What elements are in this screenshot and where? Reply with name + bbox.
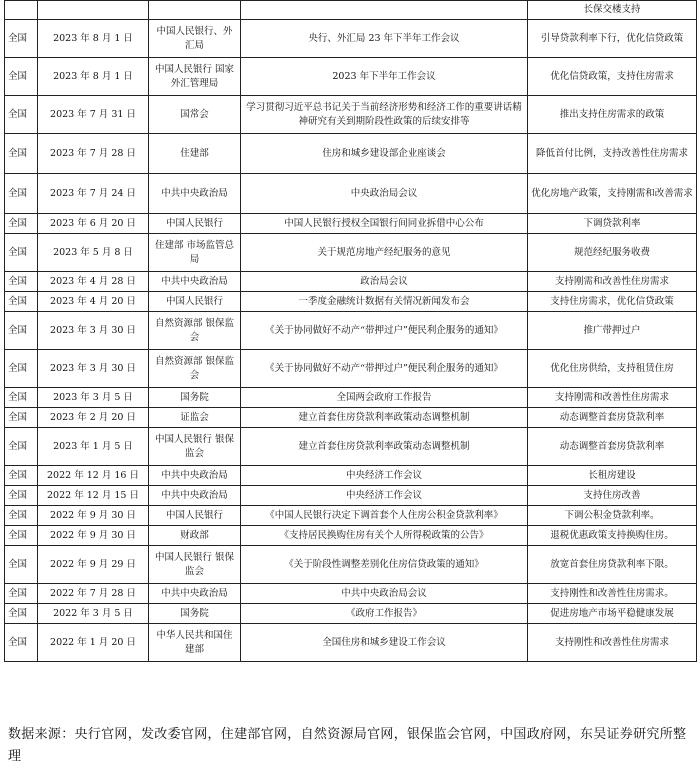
table-row: [5, 58, 697, 96]
table-row: [5, 546, 697, 584]
cell-date: 2023 年 7 月 28 日: [38, 134, 149, 174]
cell-region: 全国: [5, 388, 38, 408]
table-row: [5, 526, 697, 546]
table-row: [5, 134, 697, 174]
table-row: [5, 388, 697, 408]
table-row: [5, 486, 697, 506]
cell-agency: 中共中央政治局: [149, 174, 241, 214]
cell-date: 2023 年 4 月 28 日: [38, 272, 149, 292]
cell-event: 中共中央政治局会议: [241, 584, 528, 604]
cell-region: 全国: [5, 350, 38, 388]
table-row: [5, 292, 697, 312]
cell-summary: 优化房地产政策，支持刚需和改善需求: [528, 174, 697, 214]
cell-region: 全国: [5, 272, 38, 292]
cell-event: 《支持居民换购住房有关个人所得税政策的公告》: [241, 526, 528, 546]
data-source-note: 数据来源：央行官网，发改委官网，住建部官网，自然资源局官网，银保监会官网，中国政府网，东吴证券研究所整理: [8, 727, 687, 764]
cell-summary: 动态调整首套房贷款利率: [528, 408, 697, 428]
cell-event: 全国两会政府工作报告: [241, 388, 528, 408]
policy-table: [4, 0, 697, 662]
cell-event: 政治局会议: [241, 272, 528, 292]
cell-agency: 自然资源部 银保监会: [149, 312, 241, 350]
table-row: [5, 428, 697, 466]
cell-summary: 支持刚需和改善性住房需求: [528, 388, 697, 408]
cell-event: 《关于协同做好不动产“带押过户”便民利企服务的通知》: [241, 312, 528, 350]
cell-agency: 中共中央政治局: [149, 584, 241, 604]
cell-date: 2023 年 6 月 20 日: [38, 214, 149, 234]
table-row: [5, 174, 697, 214]
cell-region: 全国: [5, 292, 38, 312]
cell-agency: 中国人民银行: [149, 214, 241, 234]
cell-event: 中国人民银行授权全国银行间同业拆借中心公布: [241, 214, 528, 234]
cell-event: 《关于协同做好不动产“带押过户”便民利企服务的通知》: [241, 350, 528, 388]
cell-region: 全国: [5, 174, 38, 214]
cell-agency: 中国人民银行 银保监会: [149, 428, 241, 466]
cell-region: 全国: [5, 134, 38, 174]
cell-event: 学习贯彻习近平总书记关于当前经济形势和经济工作的重要讲话精神研究有关到期阶段性政策的后续安排等: [241, 96, 528, 134]
cell-region: 全国: [5, 214, 38, 234]
cell-agency: 住建部: [149, 134, 241, 174]
cell-date: 2023 年 7 月 24 日: [38, 174, 149, 214]
cell-region: 全国: [5, 428, 38, 466]
cell-summary: 放宽首套住房贷款利率下限。: [528, 546, 697, 584]
header-cell-agency: [149, 1, 241, 20]
cell-region: 全国: [5, 584, 38, 604]
cell-region: 全国: [5, 526, 38, 546]
cell-date: 2023 年 8 月 1 日: [38, 20, 149, 58]
cell-date: 2022 年 9 月 29 日: [38, 546, 149, 584]
cell-date: 2023 年 1 月 5 日: [38, 428, 149, 466]
cell-summary: 规范经纪服务收费: [528, 234, 697, 272]
cell-agency: 中国人民银行 银保监会: [149, 546, 241, 584]
cell-summary: 下调公积金贷款利率。: [528, 506, 697, 526]
cell-date: 2023 年 7 月 31 日: [38, 96, 149, 134]
cell-region: 全国: [5, 604, 38, 624]
cell-date: 2023 年 3 月 5 日: [38, 388, 149, 408]
table-row: [5, 350, 697, 388]
cell-region: 全国: [5, 20, 38, 58]
cell-summary: 支持住房需求，优化信贷政策: [528, 292, 697, 312]
cell-region: 全国: [5, 624, 38, 662]
cell-date: 2022 年 9 月 30 日: [38, 526, 149, 546]
cell-region: 全国: [5, 312, 38, 350]
cell-agency: 中共中央政治局: [149, 272, 241, 292]
cell-event: 一季度金融统计数据有关情况新闻发布会: [241, 292, 528, 312]
cell-agency: 中华人民共和国住建部: [149, 624, 241, 662]
cell-agency: 国务院: [149, 604, 241, 624]
table-row: [5, 624, 697, 662]
cell-region: 全国: [5, 506, 38, 526]
header-cell-event: [241, 1, 528, 20]
cell-summary: 推出支持住房需求的政策: [528, 96, 697, 134]
cell-summary: 推广带押过户: [528, 312, 697, 350]
cell-summary: 支持刚性和改善性住房需求: [528, 624, 697, 662]
cell-event: 建立首套住房贷款利率政策动态调整机制: [241, 408, 528, 428]
cell-event: 《关于阶段性调整差别化住房信贷政策的通知》: [241, 546, 528, 584]
table-header-row: [5, 1, 697, 20]
table-row: [5, 466, 697, 486]
cell-event: 2023 年下半年工作会议: [241, 58, 528, 96]
cell-summary: 优化信贷政策，支持住房需求: [528, 58, 697, 96]
header-cell-summary: 长保交楼支持: [528, 1, 697, 20]
cell-agency: 国常会: [149, 96, 241, 134]
cell-region: 全国: [5, 234, 38, 272]
table-row: [5, 604, 697, 624]
cell-region: 全国: [5, 408, 38, 428]
cell-agency: 中国人民银行 国家外汇管理局: [149, 58, 241, 96]
cell-summary: 支持刚性和改善性住房需求。: [528, 584, 697, 604]
cell-agency: 中国人民银行、外汇局: [149, 20, 241, 58]
cell-date: 2023 年 2 月 20 日: [38, 408, 149, 428]
cell-event: 《中国人民银行决定下调首套个人住房公积金贷款利率》: [241, 506, 528, 526]
cell-event: 住房和城乡建设部企业座谈会: [241, 134, 528, 174]
cell-agency: 中共中央政治局: [149, 466, 241, 486]
table-row: [5, 408, 697, 428]
cell-event: 《政府工作报告》: [241, 604, 528, 624]
cell-region: 全国: [5, 486, 38, 506]
cell-date: 2022 年 12 月 15 日: [38, 486, 149, 506]
cell-summary: 促进房地产市场平稳健康发展: [528, 604, 697, 624]
cell-date: 2023 年 5 月 8 日: [38, 234, 149, 272]
table-row: [5, 96, 697, 134]
cell-agency: 国务院: [149, 388, 241, 408]
cell-agency: 中国人民银行: [149, 292, 241, 312]
cell-event: 建立首套住房贷款利率政策动态调整机制: [241, 428, 528, 466]
cell-summary: 退税优惠政策支持换购住房。: [528, 526, 697, 546]
cell-summary: 优化住房供给，支持租赁住房: [528, 350, 697, 388]
cell-event: 中央经济工作会议: [241, 466, 528, 486]
cell-date: 2023 年 3 月 30 日: [38, 312, 149, 350]
cell-region: 全国: [5, 466, 38, 486]
cell-event: 关于规范房地产经纪服务的意见: [241, 234, 528, 272]
cell-date: 2022 年 9 月 30 日: [38, 506, 149, 526]
header-cell-date: [38, 1, 149, 20]
table-row: [5, 214, 697, 234]
cell-summary: 下调贷款利率: [528, 214, 697, 234]
cell-region: 全国: [5, 96, 38, 134]
cell-agency: 自然资源部 银保监会: [149, 350, 241, 388]
cell-region: 全国: [5, 546, 38, 584]
cell-summary: 降低首付比例，支持改善性住房需求: [528, 134, 697, 174]
table-row: [5, 234, 697, 272]
cell-event: 全国住房和城乡建设工作会议: [241, 624, 528, 662]
cell-event: 中央政治局会议: [241, 174, 528, 214]
cell-event: 央行、外汇局 23 年下半年工作会议: [241, 20, 528, 58]
cell-summary: 引导贷款利率下行，优化信贷政策: [528, 20, 697, 58]
cell-summary: 动态调整首套房贷款利率: [528, 428, 697, 466]
cell-date: 2022 年 3 月 5 日: [38, 604, 149, 624]
cell-agency: 住建部 市场监管总局: [149, 234, 241, 272]
table-row: [5, 506, 697, 526]
cell-summary: 长租房建设: [528, 466, 697, 486]
cell-agency: 财政部: [149, 526, 241, 546]
table-row: [5, 272, 697, 292]
policy-table-body: [5, 1, 697, 662]
cell-event: 中央经济工作会议: [241, 486, 528, 506]
cell-date: 2022 年 12 月 16 日: [38, 466, 149, 486]
cell-summary: 支持刚需和改善性住房需求: [528, 272, 697, 292]
header-cell-region: [5, 1, 38, 20]
cell-date: 2023 年 8 月 1 日: [38, 58, 149, 96]
cell-date: 2023 年 4 月 20 日: [38, 292, 149, 312]
cell-date: 2023 年 3 月 30 日: [38, 350, 149, 388]
table-row: [5, 20, 697, 58]
cell-date: 2022 年 1 月 20 日: [38, 624, 149, 662]
cell-date: 2022 年 7 月 28 日: [38, 584, 149, 604]
cell-agency: 中共中央政治局: [149, 486, 241, 506]
table-row: [5, 584, 697, 604]
cell-region: 全国: [5, 58, 38, 96]
cell-summary: 支持住房改善: [528, 486, 697, 506]
table-row: [5, 312, 697, 350]
cell-agency: 证监会: [149, 408, 241, 428]
cell-agency: 中国人民银行: [149, 506, 241, 526]
